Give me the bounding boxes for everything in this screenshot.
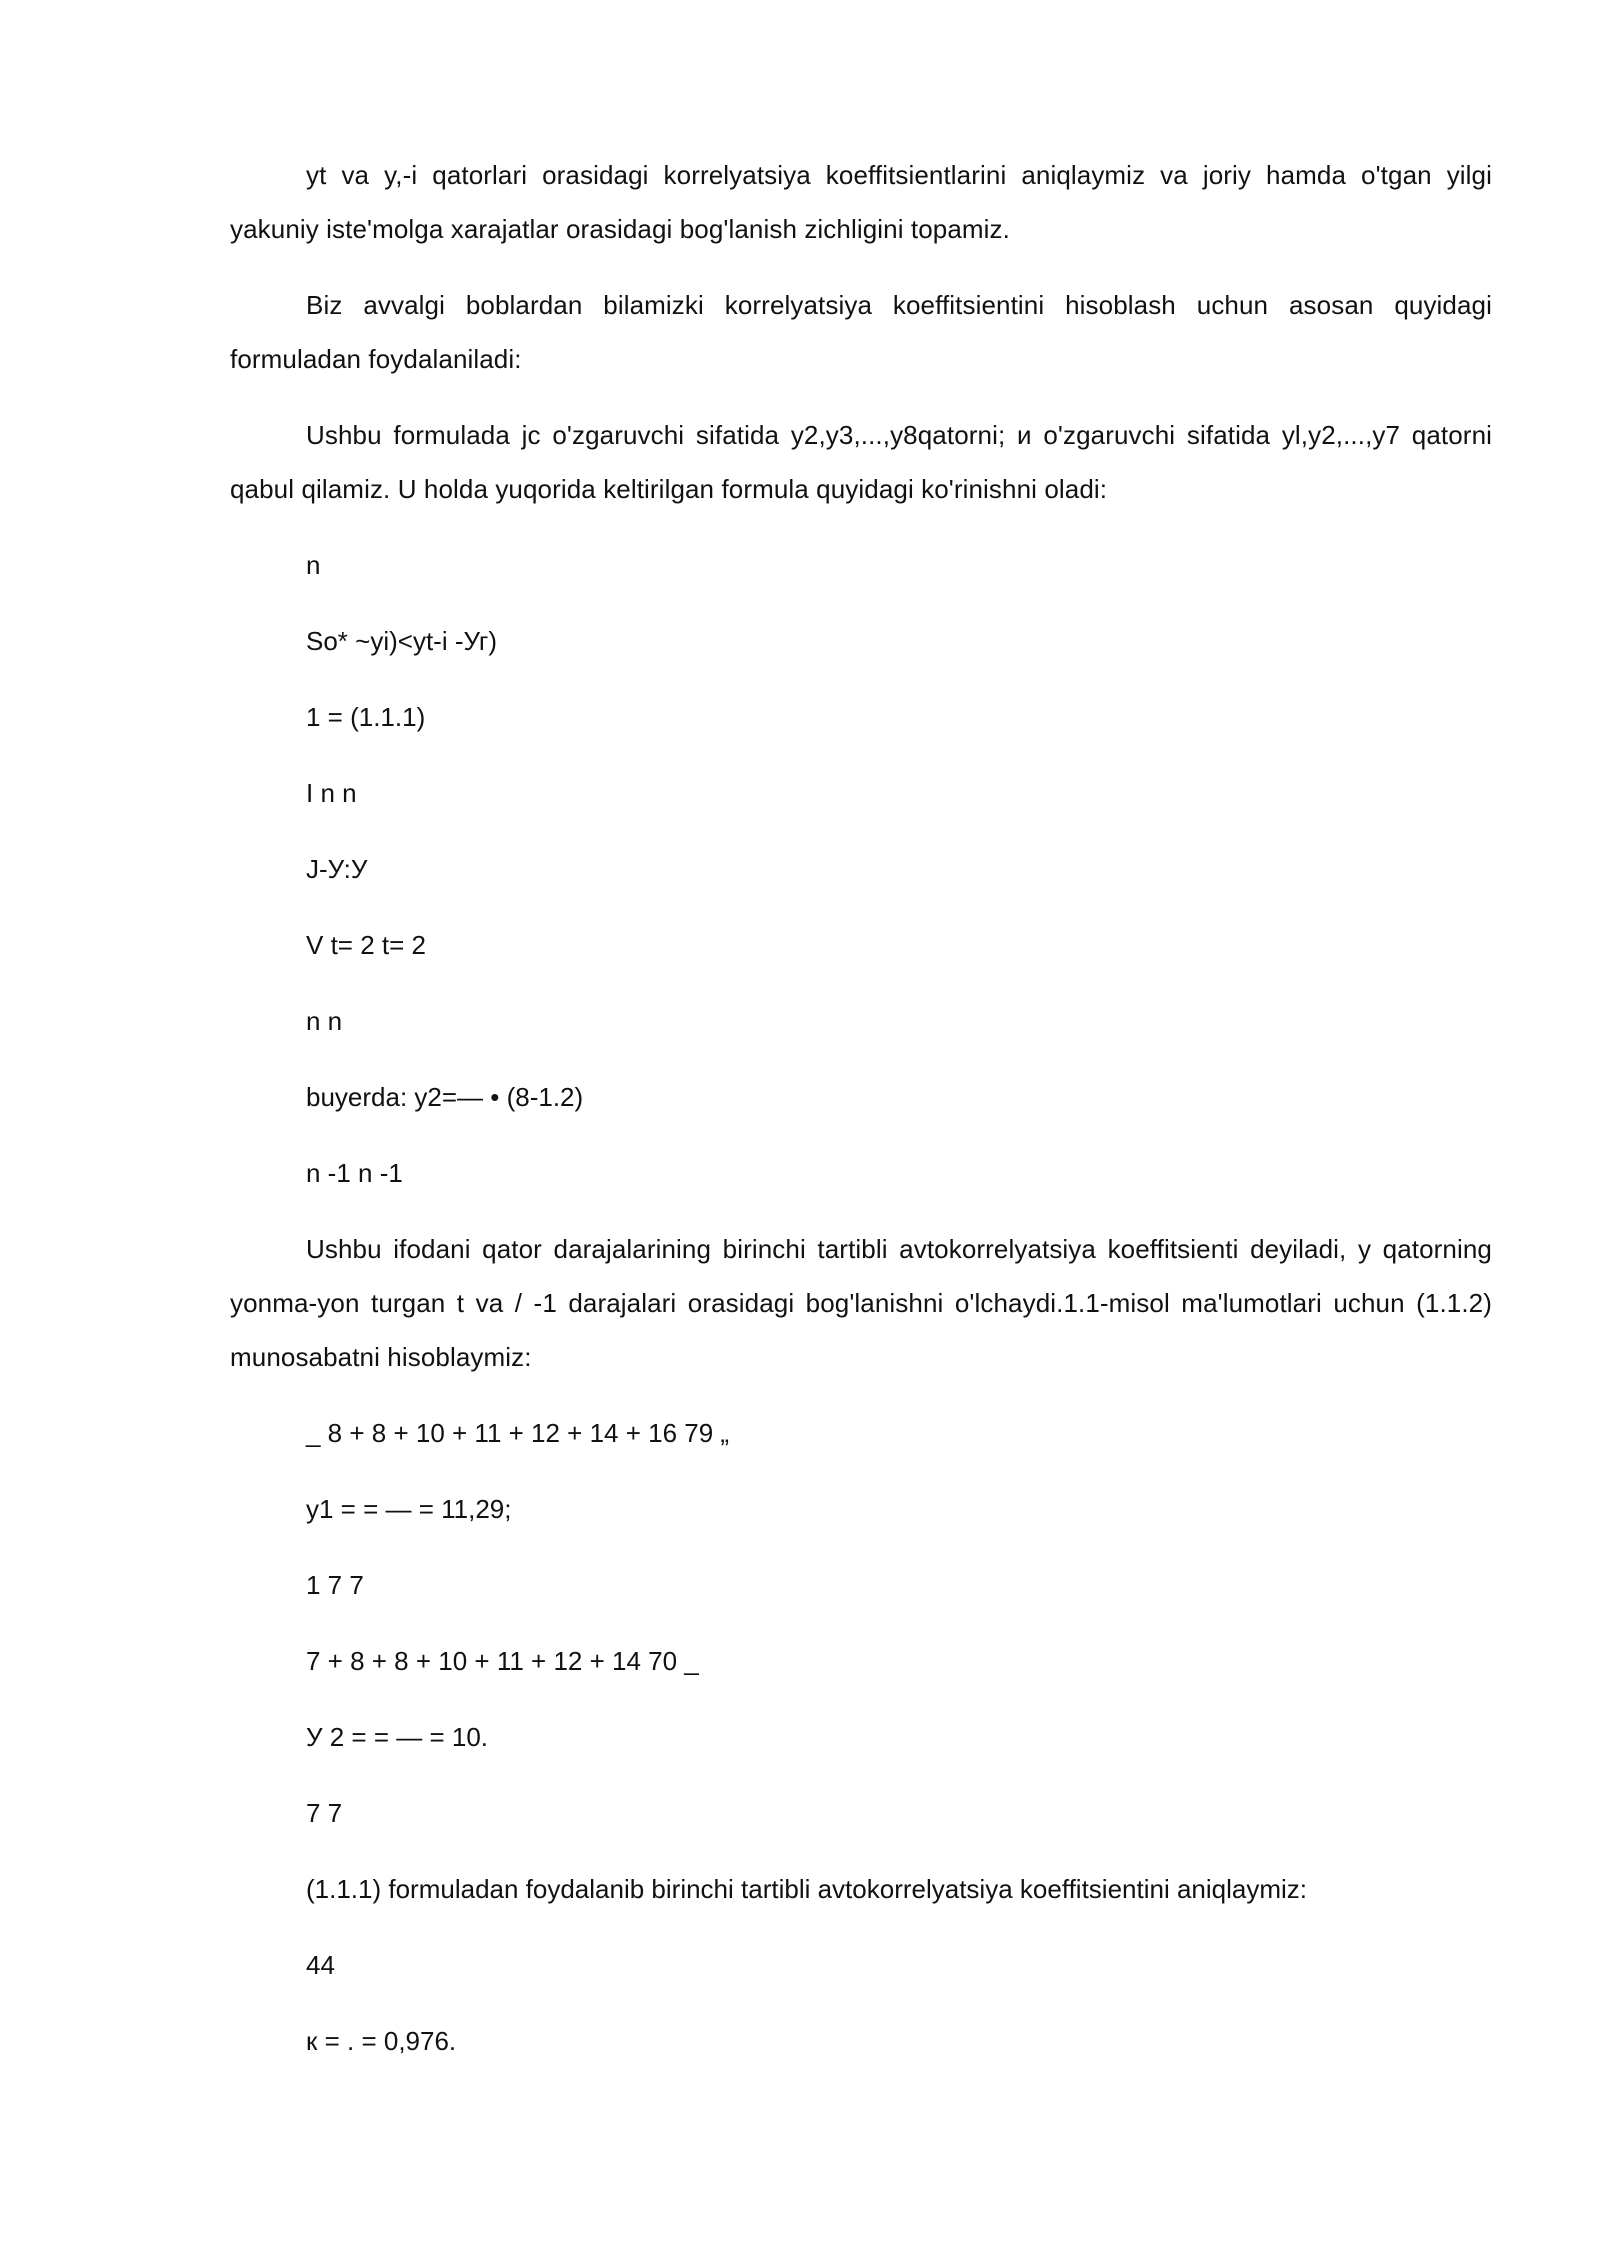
formula-line: 44 bbox=[306, 1950, 335, 1980]
formula-line: к = . = 0,976. bbox=[306, 2026, 457, 2056]
paragraph-formula-intro: Biz avvalgi boblardan bilamizki korrelyatsiya koeffitsientini hisoblash uchun asosan quyidagi formuladan foydalaniladi: bbox=[230, 290, 1492, 374]
formula-line: n bbox=[306, 550, 321, 580]
formula-line: I n n bbox=[306, 778, 357, 808]
formula-block-calculation bbox=[230, 1406, 1492, 2068]
formula-line: 7 + 8 + 8 + 10 + 11 + 12 + 14 70 _ bbox=[306, 1646, 699, 1676]
paragraph-variable-substitution: Ushbu formulada jc o'zgaruvchi sifatida y2,y3,...,y8qatorni; и o'zgaruvchi sifatida yl,y2,...,y7 qatorni qabul qilamiz. U holda yuqorida keltirilgan formula quyidagi ko'rinishni oladi: bbox=[230, 420, 1492, 504]
formula-line: 1 7 7 bbox=[306, 1570, 364, 1600]
formula-line: V t= 2 t= 2 bbox=[306, 930, 426, 960]
formula-block-autocorrelation bbox=[230, 538, 1492, 1200]
paragraph-autocorrelation-definition: Ushbu ifodani qator darajalarining birinchi tartibli avtokorrelyatsiya koeffitsienti deyiladi, y qatorning yonma-yon turgan t va / -1 darajalari orasidagi bog'lanishni o'lchaydi.1.1-misol ma'lumotlari uchun (1.1.2) munosabatni hisoblaymiz: bbox=[230, 1234, 1492, 1372]
formula-line: У 2 = = — = 10. bbox=[306, 1722, 489, 1752]
formula-line: J-У:У bbox=[306, 854, 368, 884]
formula-line: n n bbox=[306, 1006, 343, 1036]
formula-line: y1 = = — = 11,29; bbox=[306, 1494, 512, 1524]
formula-line: 7 7 bbox=[306, 1798, 343, 1828]
formula-line: _ 8 + 8 + 10 + 11 + 12 + 14 + 16 79 „ bbox=[306, 1418, 730, 1448]
formula-line: So* ~yi)<yt-i -Уг) bbox=[306, 626, 497, 656]
document-body bbox=[230, 148, 1492, 2090]
formula-line: n -1 n -1 bbox=[306, 1158, 403, 1188]
formula-line: (1.1.1) formuladan foydalanib birinchi tartibli avtokorrelyatsiya koeffitsientini aniqlaymiz: bbox=[306, 1874, 1307, 1904]
formula-line: buyerda: y2=— • (8-1.2) bbox=[306, 1082, 584, 1112]
formula-line: 1 = (1.1.1) bbox=[306, 702, 426, 732]
paragraph-correlation-intro: yt va y,-i qatorlari orasidagi korrelyatsiya koeffitsientlarini aniqlaymiz va joriy hamda o'tgan yilgi yakuniy iste'molga xarajatlar orasidagi bog'lanish zichligini topamiz. bbox=[230, 160, 1492, 244]
